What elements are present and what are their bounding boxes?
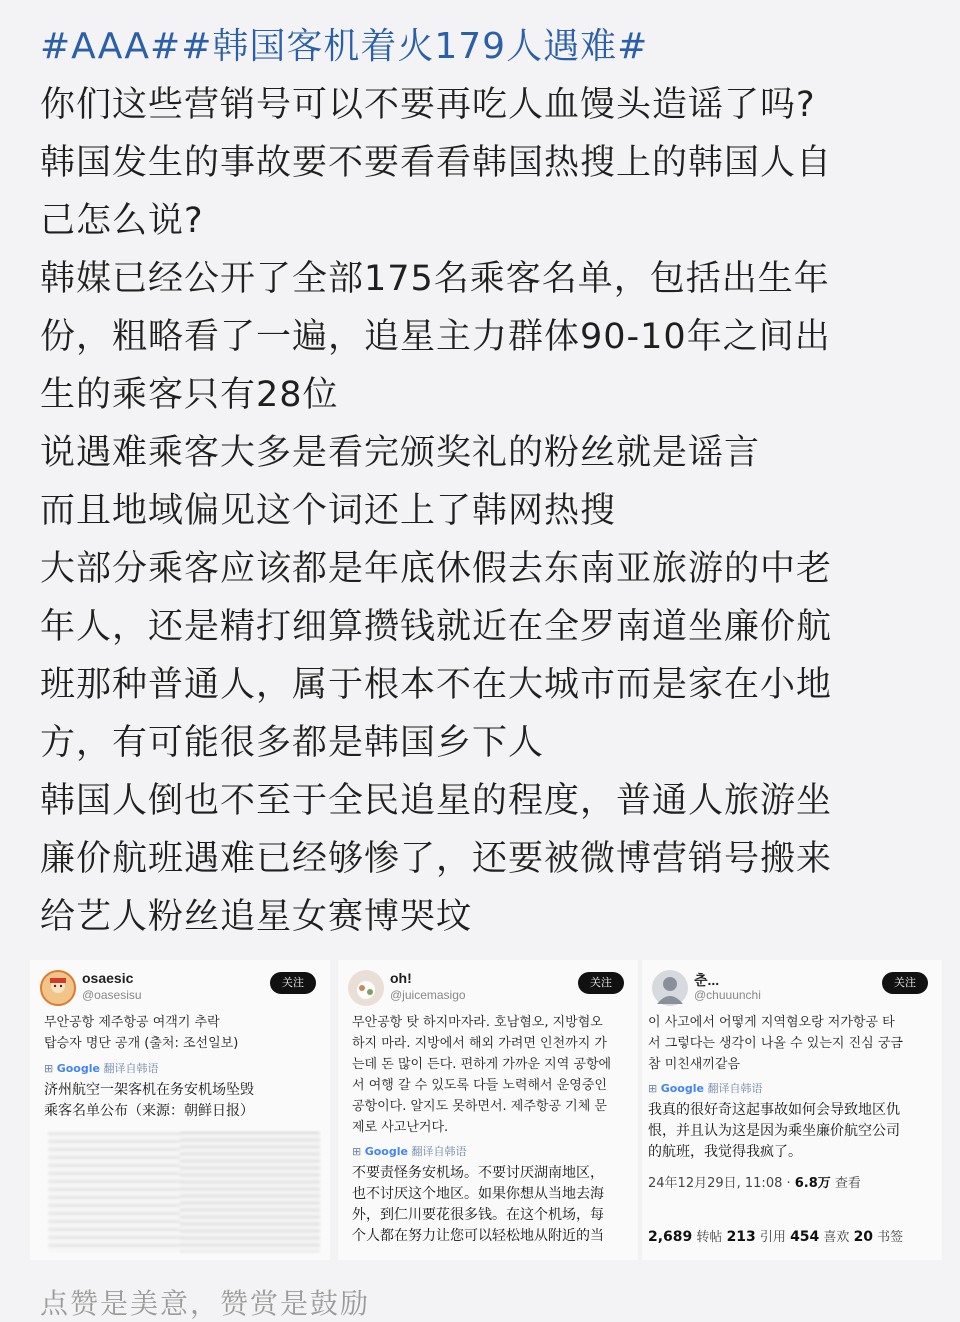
weibo-post	[40, 18, 940, 946]
tweet-text-line: 제로 사고난거다.	[352, 1120, 449, 1135]
translated-line: 个人都在努力让您可以轻松地从附近的当	[352, 1228, 604, 1244]
tweet-text-line: 는데 돈 많이 든다. 편하게 가까운 지역 공항에	[352, 1057, 612, 1072]
user-handle: @oasesisu	[82, 988, 142, 1002]
tweet-text-line: 공항이다. 알지도 못하면서. 제주항공 기체 문	[352, 1099, 607, 1114]
tweet-text-line: 하지 마라. 지방에서 해외 가려면 인천까지 가	[352, 1036, 607, 1051]
embedded-screenshots	[30, 960, 930, 1260]
translated-line: 不要责怪务安机场。不要讨厌湖南地区，	[352, 1165, 604, 1181]
translated-line: 的航班，我觉得我疯了。	[648, 1144, 802, 1160]
tweet-text-line: 무안공항 제주항공 여객기 추락	[44, 1015, 220, 1030]
tweet-screenshot-2[interactable]	[338, 960, 638, 1260]
post-paragraph: 韩国发生的事故要不要看看韩国热搜上的韩国人自 己怎么说?	[40, 143, 833, 241]
post-paragraph: 韩国人倒也不至于全民追星的程度，普通人旅游坐 廉价航班遇难已经够惨了，还要被微博营销号搬来 给艺人粉丝追星女赛博哭坟	[40, 781, 833, 937]
translate-icon: ⊞	[44, 1062, 57, 1075]
tweet-text-line: 이 사고에서 어떻게 지역혐오랑 저가항공 타	[648, 1015, 895, 1030]
quote-count[interactable]: 213	[726, 1229, 756, 1245]
translated-line: 也不讨厌这个地区。如果你想从当地去海	[352, 1186, 604, 1202]
like-count[interactable]: 454	[790, 1229, 820, 1245]
translated-line: 我真的很好奇这起事故如何会导致地区仇	[648, 1102, 900, 1118]
translation-label: ⊞ Google 翻译自韩语	[44, 1062, 159, 1075]
follow-button[interactable]: 关注	[882, 972, 928, 994]
post-paragraph: 韩媒已经公开了全部175名乘客名单，包括出生年 份，粗略看了一遍，追星主力群体90-10年之间出 生的乘客只有28位	[40, 259, 831, 415]
translated-line: 外，到仁川要花很多钱。在这个机场，每	[352, 1207, 604, 1223]
tweet-timestamp: 24年12月29日, 11:08 · 6.8万 查看	[648, 1176, 861, 1191]
username: oh!	[390, 970, 412, 986]
repost-count[interactable]: 2,689	[648, 1229, 693, 1245]
user-handle: @juicemasigo	[390, 988, 466, 1002]
post-paragraph: 大部分乘客应该都是年底休假去东南亚旅游的中老 年人，还是精打细算攒钱就近在全罗南道坐廉价航 班那种普通人，属于根本不在大城市而是家在小地 方，有可能很多都是韩国乡下人	[40, 549, 833, 763]
user-handle: @chuuunchi	[694, 988, 761, 1002]
avatar	[652, 970, 688, 1006]
view-count: 6.8万	[794, 1176, 831, 1191]
tweet-text-line: 서 그렇다는 생각이 나올 수 있는지 진심 궁금	[648, 1036, 903, 1051]
username: osaesic	[82, 970, 134, 986]
tweet-text-line: 무안공항 탓 하지마자라. 호남혐오, 지방혐오	[352, 1015, 603, 1030]
post-paragraph: 说遇难乘客大多是看完颁奖礼的粉丝就是谣言	[40, 433, 761, 473]
blurred-passenger-list-image	[180, 1132, 320, 1252]
translated-line: 济州航空一架客机在务安机场坠毁	[44, 1082, 254, 1098]
translation-label: ⊞ Google 翻译自韩语	[648, 1082, 763, 1095]
avatar	[348, 970, 384, 1006]
follow-button[interactable]: 关注	[578, 972, 624, 994]
translated-line: 恨，并且认为这是因为乘坐廉价航空公司	[648, 1123, 900, 1139]
translate-icon: ⊞	[648, 1082, 661, 1095]
tweet-text-line: 서 여행 갈 수 있도록 다들 노력해서 운영중인	[352, 1078, 607, 1093]
tweet-text-line: 참 미친새끼같음	[648, 1057, 741, 1072]
bookmark-count[interactable]: 20	[853, 1229, 874, 1245]
post-paragraph: 而且地域偏见这个词还上了韩网热搜	[40, 491, 617, 531]
post-paragraph: 你们这些营销号可以不要再吃人血馒头造谣了吗?	[40, 85, 816, 125]
translation-label: ⊞ Google 翻译自韩语	[352, 1145, 467, 1158]
footer-reward-text: 点赞是美意，赞赏是鼓励	[40, 1287, 371, 1320]
translated-line: 乘客名单公布（来源：朝鲜日报）	[44, 1103, 254, 1119]
tweet-text-line: 탑승자 명단 공개 (출처: 조선일보)	[44, 1036, 239, 1051]
tweet-screenshot-3[interactable]	[642, 960, 942, 1260]
tweet-stats: 2,689 转帖 213 引用 454 喜欢 20 书签	[648, 1229, 904, 1245]
topic-hashtag[interactable]: #AAA##韩国客机着火179人遇难#	[40, 26, 649, 67]
username: 춘...	[694, 972, 720, 988]
follow-button[interactable]: 关注	[270, 972, 316, 994]
tweet-screenshot-1[interactable]	[30, 960, 330, 1260]
translate-icon: ⊞	[352, 1145, 365, 1158]
avatar	[40, 970, 76, 1006]
